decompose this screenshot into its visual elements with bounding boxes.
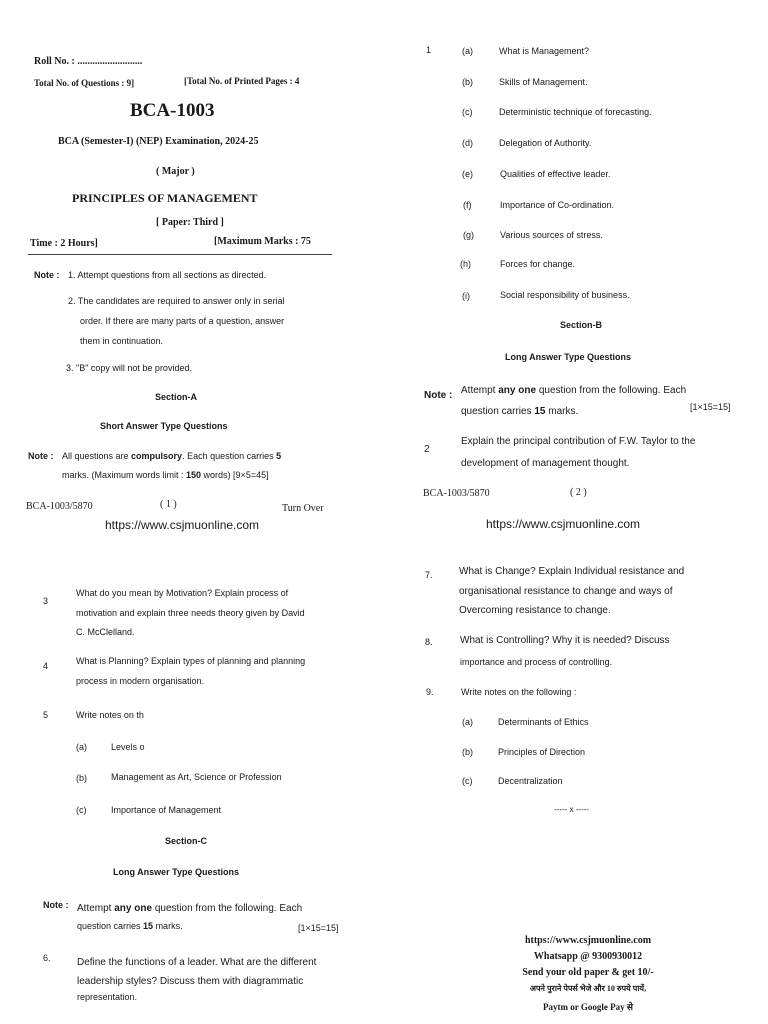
q1-item-text: What is Management? (499, 46, 590, 56)
roll-no: Roll No. : .......................... (34, 56, 143, 67)
q1-item-label: (c) (462, 107, 473, 117)
end-of-paper-mark: ----- x ----- (554, 805, 590, 814)
question-4-line: process in modern organisation. (76, 676, 205, 686)
question-9-number: 9. (426, 687, 434, 697)
promo-payment: Paytm or Google Pay से (543, 1002, 633, 1012)
question-3-line: motivation and explain three needs theory given by David (76, 608, 305, 618)
question-5-number: 5 (43, 710, 49, 720)
section-b-note-line-1: Attempt any one question from the following. Each (461, 385, 687, 396)
q1-item-text: Qualities of effective leader. (500, 169, 611, 179)
question-4-line: What is Planning? Explain types of planning and planning (76, 656, 306, 666)
section-a-subheading: Short Answer Type Questions (100, 421, 228, 431)
question-6-line: leadership styles? Discuss them with diagrammatic (77, 976, 304, 987)
section-c-heading: Section-C (165, 836, 208, 846)
question-2-number: 2 (424, 444, 430, 455)
question-5-text: Write notes on th (76, 710, 144, 720)
exam-title: BCA (Semester-I) (NEP) Examination, 2024-25 (58, 136, 259, 147)
q5-item-label: (b) (76, 773, 87, 783)
question-2-line-2: development of management thought. (461, 458, 630, 469)
question-7-line: What is Change? Explain Individual resistance and (459, 566, 685, 577)
paper-label: [ Paper: Third ] (156, 217, 224, 228)
question-7-line: Overcoming resistance to change. (459, 605, 611, 616)
total-pages: [Total No. of Printed Pages : 4 (184, 76, 300, 86)
q9-item-label: (c) (462, 776, 473, 786)
section-c-subheading: Long Answer Type Questions (113, 867, 240, 877)
q1-item-label: (b) (462, 77, 473, 87)
question-8-number: 8. (425, 637, 433, 647)
question-3-line: What do you mean by Motivation? Explain process of (76, 588, 289, 598)
q9-item-text: Decentralization (498, 776, 563, 786)
section-a-note-line-1: All questions are compulsory. Each question carries 5 (62, 451, 282, 461)
q5-item-text: Importance of Management (111, 805, 222, 815)
q5-item-label: (c) (76, 805, 87, 815)
question-9-text: Write notes on the following : (461, 687, 577, 697)
section-b-note-line-2: question carries 15 marks. (461, 406, 579, 417)
q1-item-label: (a) (462, 46, 473, 56)
q1-item-text: Delegation of Authority. (499, 138, 592, 148)
q1-item-text: Deterministic technique of forecasting. (499, 107, 652, 117)
section-b-note-label: Note : (424, 390, 453, 401)
q1-item-label: (g) (463, 230, 474, 240)
q1-item-label: (e) (462, 169, 473, 179)
q9-item-label: (b) (462, 747, 473, 757)
question-3-line: C. McClelland. (76, 627, 135, 637)
page-2-footer-page-number: ( 2 ) (570, 487, 587, 498)
footer-code: BCA-1003/5870 (26, 501, 93, 512)
section-b-subheading: Long Answer Type Questions (505, 352, 632, 362)
question-8-line: What is Controlling? Why it is needed? Discuss (460, 635, 670, 646)
q5-item-text: Management as Art, Science or Profession (111, 772, 282, 782)
q1-item-text: Social responsibility of business. (500, 290, 630, 300)
q9-item-text: Principles of Direction (498, 747, 586, 757)
question-6-line: Define the functions of a leader. What are the different (77, 957, 317, 968)
section-a-note-line-2: marks. (Maximum words limit : 150 words) [9×5=45] (62, 470, 269, 480)
promo-whatsapp: Whatsapp @ 9300930012 (533, 951, 643, 962)
note-1: 1. Attempt questions from all sections as directed. (68, 270, 267, 280)
question-3-number: 3 (43, 596, 49, 606)
section-c-note-line-1: Attempt any one question from the following. Each (77, 903, 303, 914)
page-1-url[interactable]: https://www.csjmuonline.com (105, 518, 260, 532)
promo-send-paper: Send your old paper & get 10/- (522, 967, 654, 978)
page-2-url[interactable]: https://www.csjmuonline.com (486, 517, 641, 531)
q9-item-label: (a) (462, 717, 473, 727)
q1-item-label: (h) (460, 259, 471, 269)
note-2-cont-2: them in continuation. (80, 336, 164, 346)
page-2-footer-code: BCA-1003/5870 (423, 488, 490, 499)
q1-item-label: (d) (462, 138, 473, 148)
q1-item-text: Various sources of stress. (500, 230, 603, 240)
footer-page-number: ( 1 ) (160, 499, 177, 510)
total-questions: Total No. of Questions : 9] (34, 78, 135, 88)
note-label: Note : (34, 270, 60, 280)
q1-item-label: (f) (463, 200, 472, 210)
promo-url[interactable]: https://www.csjmuonline.com (524, 935, 652, 946)
q5-item-text: Levels o (111, 742, 145, 752)
section-c-note-label: Note : (43, 900, 69, 910)
course-code: BCA-1003 (130, 100, 215, 121)
subject-title: PRINCIPLES OF MANAGEMENT (72, 191, 258, 205)
max-marks-label: [Maximum Marks : 75 (214, 236, 311, 247)
note-3: 3. "B" copy will not be provided. (66, 363, 192, 373)
question-6-number: 6. (43, 953, 51, 963)
question-6-line: representation. (77, 992, 138, 1002)
section-c-note-line-2: question carries 15 marks. (77, 921, 183, 931)
q1-item-text: Skills of Management. (499, 77, 588, 87)
note-2: 2. The candidates are required to answer only in serial (68, 296, 285, 306)
question-7-number: 7. (425, 570, 433, 580)
question-7-line: organisational resistance to change and ways of (459, 586, 673, 597)
major-label: ( Major ) (156, 166, 195, 177)
q5-item-label: (a) (76, 742, 87, 752)
section-b-marks: [1×15=15] (690, 402, 731, 412)
section-a-heading: Section-A (155, 392, 198, 402)
question-8-line: importance and process of controlling. (460, 657, 613, 667)
promo-hindi-line: अपने पुराने पेपर्स भेजे और 10 रुपये पायें, (529, 984, 647, 993)
question-2-line-1: Explain the principal contribution of F.W. Taylor to the (461, 436, 696, 447)
note-2-cont-1: order. If there are many parts of a question, answer (80, 316, 285, 326)
section-b-heading: Section-B (560, 320, 603, 330)
footer-turn-over: Turn Over (282, 503, 324, 514)
section-a-note-label: Note : (28, 451, 54, 461)
q1-item-text: Importance of Co-ordination. (500, 200, 615, 210)
time-label: Time : 2 Hours] (30, 238, 98, 249)
section-c-marks: [1×15=15] (298, 923, 339, 933)
header-rule (28, 254, 332, 255)
question-4-number: 4 (43, 661, 49, 671)
q1-item-label: (i) (462, 291, 470, 301)
q1-item-text: Forces for change. (500, 259, 576, 269)
q9-item-text: Determinants of Ethics (498, 717, 589, 727)
question-1-number: 1 (426, 45, 432, 55)
